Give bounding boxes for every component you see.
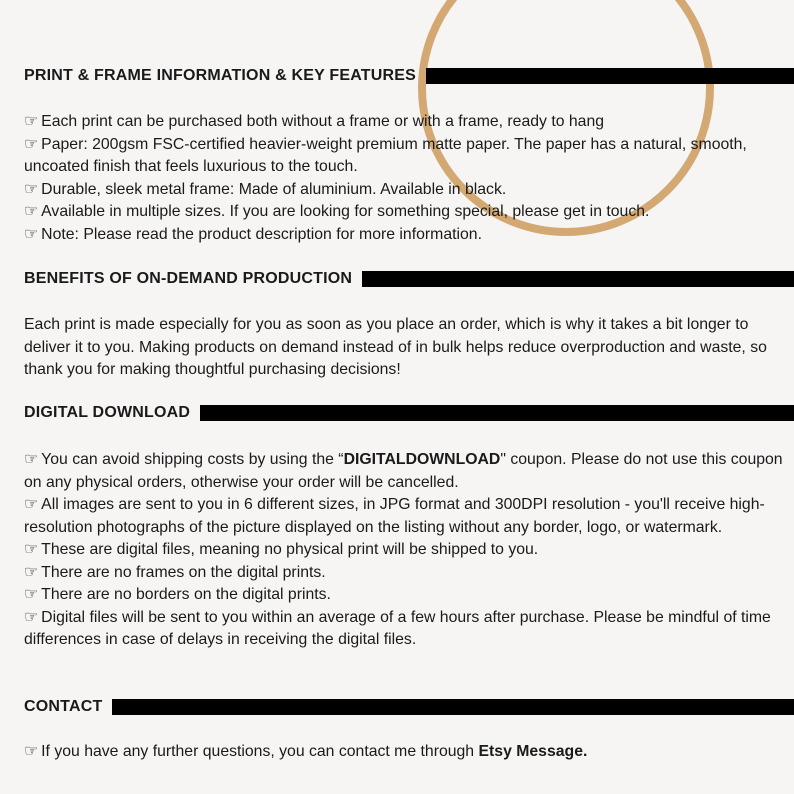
section-header-digital-download [24, 403, 794, 423]
pointing-hand-icon: ☞ [24, 113, 39, 130]
list-item: ☞ All images are sent to you in 6 different sizes, in JPG format and 300DPI resolution - you'll receive high-resolution photographs of the picture displayed on the listing without any border, logo, or watermark. [24, 496, 765, 536]
pointing-hand-icon: ☞ [24, 743, 39, 760]
section-body-print-frame [24, 111, 784, 246]
section-title: CONTACT [24, 698, 103, 715]
list-item: ☞ There are no borders on the digital prints. [24, 586, 331, 603]
section-title: DIGITAL DOWNLOAD [24, 404, 191, 421]
section-header-contact [24, 697, 794, 717]
coupon-code: DIGITALDOWNLOAD [343, 451, 501, 468]
list-item: ☞ Digital files will be sent to you within an average of a few hours after purchase. Please be mindful of time differences in case of delays in receiving the digital files. [24, 608, 771, 648]
pointing-hand-icon: ☞ [24, 608, 39, 626]
list-item: ☞ There are no frames on the digital prints. [24, 563, 326, 581]
list-item: ☞ If you have any further questions, you can contact me through Etsy Message. [24, 743, 588, 760]
list-item: ☞ You can avoid shipping costs by using the “DIGITALDOWNLOAD" coupon. Please do not use this coupon on any physical orders, otherwise your order will be cancelled. [24, 451, 783, 491]
section-header-print-frame [24, 66, 794, 86]
paragraph: Each print is made especially for you as soon as you place an order, which is why it takes a bit longer to deliver it to you. Making products on demand instead of in bulk helps reduce overproduction and waste, so thank you for making thoughtful purchasing decisions! [24, 316, 767, 378]
section-body-digital-download [24, 449, 784, 652]
pointing-hand-icon: ☞ [24, 586, 39, 603]
pointing-hand-icon: ☞ [24, 203, 39, 220]
pointing-hand-icon: ☞ [24, 180, 39, 198]
etsy-message-link[interactable]: Etsy Message. [478, 743, 588, 760]
list-item: ☞ Available in multiple sizes. If you are looking for something special, please get in touch. [24, 203, 650, 220]
pointing-hand-icon: ☞ [24, 451, 39, 468]
header-bar [200, 405, 794, 421]
pointing-hand-icon: ☞ [24, 541, 39, 558]
header-bar [426, 68, 794, 84]
section-body-on-demand [24, 314, 784, 382]
pointing-hand-icon: ☞ [24, 563, 39, 581]
header-bar [112, 699, 794, 715]
list-item: ☞ Paper: 200gsm FSC-certified heavier-weight premium matte paper. The paper has a natural, smooth, uncoated finish that feels luxurious to the touch. [24, 135, 747, 175]
list-item: ☞ These are digital files, meaning no physical print will be shipped to you. [24, 541, 539, 558]
list-item: ☞ Durable, sleek metal frame: Made of aluminium. Available in black. [24, 180, 507, 198]
pointing-hand-icon: ☞ [24, 135, 39, 153]
header-bar [362, 271, 794, 287]
list-item: ☞ Each print can be purchased both without a frame or with a frame, ready to hang [24, 113, 605, 130]
section-title: PRINT & FRAME INFORMATION & KEY FEATURES [24, 67, 416, 84]
pointing-hand-icon: ☞ [24, 225, 39, 243]
list-item: ☞ Note: Please read the product description for more information. [24, 225, 482, 243]
section-title: BENEFITS OF ON-DEMAND PRODUCTION [24, 270, 353, 287]
pointing-hand-icon: ☞ [24, 496, 39, 513]
section-body-contact [24, 741, 784, 764]
section-header-on-demand [24, 269, 794, 289]
